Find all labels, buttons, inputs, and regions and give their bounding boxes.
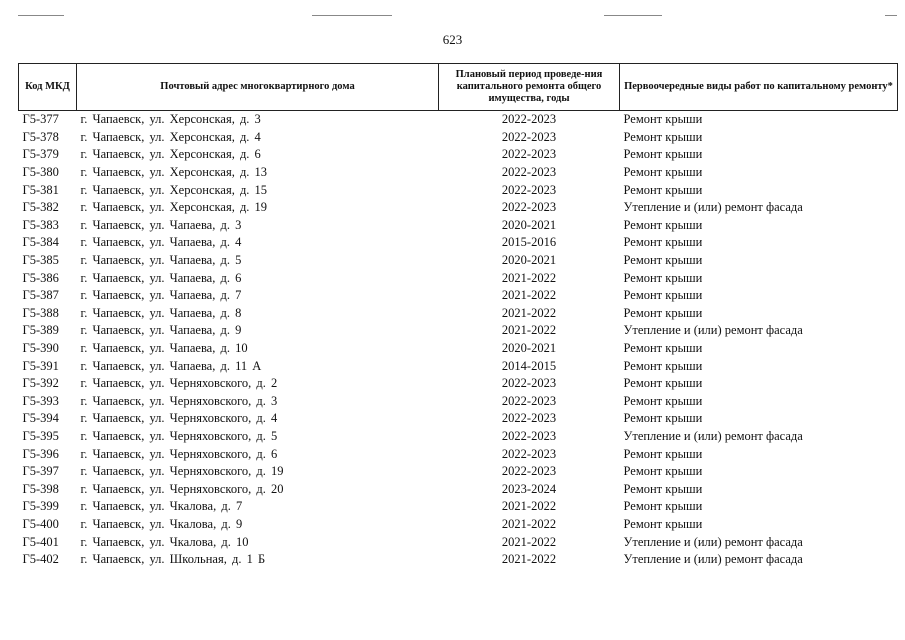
cell-period: 2020-2021 [501,217,557,232]
cell-period: 2020-2021 [501,341,557,356]
cell-address: г. Чапаевск, ул. Черняховского, д. 4 [80,411,278,426]
table-row [19,146,898,164]
cell-works: Ремонт крыши [623,516,703,531]
cell-period: 2022-2023 [501,200,557,215]
cell-code: Г5-397 [22,464,59,479]
table-row [19,269,898,287]
cell-period: 2022-2023 [501,147,557,162]
table-row [19,199,898,217]
cell-address: г. Чапаевск, ул. Чапаева, д. 3 [80,217,242,232]
cell-code: Г5-396 [22,446,59,461]
cell-code: Г5-392 [22,376,59,391]
cell-address: г. Чапаевск, ул. Чкалова, д. 10 [80,534,249,549]
cell-period: 2022-2023 [501,165,557,180]
header-rule-center-left [312,15,392,16]
cell-period: 2014-2015 [501,358,557,373]
cell-code: Г5-399 [22,499,59,514]
cell-works: Ремонт крыши [623,376,703,391]
table-row [19,322,898,340]
cell-period: 2022-2023 [501,446,557,461]
capital-repair-table [18,63,898,568]
table-row [19,533,898,551]
cell-address: г. Чапаевск, ул. Херсонская, д. 15 [80,182,268,197]
table-row [19,111,898,129]
cell-address: г. Чапаевск, ул. Черняховского, д. 6 [80,446,278,461]
cell-works: Ремонт крыши [623,446,703,461]
header-rule-right [885,15,897,16]
cell-works: Утепление и (или) ремонт фасада [623,552,803,567]
table-row [19,428,898,446]
table-row [19,234,898,252]
table-row [19,393,898,411]
cell-works: Ремонт крыши [623,393,703,408]
cell-address: г. Чапаевск, ул. Черняховского, д. 20 [80,481,284,496]
header-rule-center-right [604,15,662,16]
cell-code: Г5-387 [22,288,59,303]
cell-address: г. Чапаевск, ул. Чкалова, д. 7 [80,499,243,514]
cell-address: г. Чапаевск, ул. Чапаева, д. 11 А [80,358,262,373]
cell-address: г. Чапаевск, ул. Школьная, д. 1 Б [80,552,266,567]
cell-address: г. Чапаевск, ул. Чкалова, д. 9 [80,516,243,531]
cell-code: Г5-395 [22,428,59,443]
cell-period: 2022-2023 [501,464,557,479]
cell-address: г. Чапаевск, ул. Херсонская, д. 13 [80,165,268,180]
cell-address: г. Чапаевск, ул. Чапаева, д. 9 [80,323,242,338]
cell-works: Ремонт крыши [623,165,703,180]
cell-code: Г5-379 [22,147,59,162]
cell-period: 2021-2022 [501,516,557,531]
table-row [19,181,898,199]
table-row [19,445,898,463]
page-number: 623 [442,32,463,47]
cell-works: Ремонт крыши [623,235,703,250]
cell-address: г. Чапаевск, ул. Херсонская, д. 4 [80,129,261,144]
cell-address: г. Чапаевск, ул. Чапаева, д. 6 [80,270,242,285]
cell-code: Г5-385 [22,253,59,268]
cell-works: Ремонт крыши [623,499,703,514]
cell-address: г. Чапаевск, ул. Чапаева, д. 7 [80,288,242,303]
cell-period: 2015-2016 [501,235,557,250]
header-period: Плановый период проведе-ния капитального ремонта общего имущества, годы [439,64,620,111]
cell-code: Г5-386 [22,270,59,285]
cell-address: г. Чапаевск, ул. Херсонская, д. 19 [80,200,268,215]
cell-code: Г5-394 [22,411,59,426]
header-works: Первоочередные виды работ по капитальному ремонту* [620,64,898,111]
cell-code: Г5-390 [22,341,59,356]
cell-period: 2022-2023 [501,112,557,127]
table-row [19,129,898,147]
cell-works: Ремонт крыши [623,358,703,373]
cell-code: Г5-380 [22,165,59,180]
table-row [19,551,898,569]
cell-works: Ремонт крыши [623,481,703,496]
table-row [19,357,898,375]
cell-works: Ремонт крыши [623,147,703,162]
cell-period: 2021-2022 [501,499,557,514]
table-row [19,287,898,305]
cell-address: г. Чапаевск, ул. Херсонская, д. 6 [80,147,261,162]
cell-works: Утепление и (или) ремонт фасада [623,200,803,215]
cell-works: Утепление и (или) ремонт фасада [623,534,803,549]
cell-works: Ремонт крыши [623,253,703,268]
table-row [19,252,898,270]
cell-address: г. Чапаевск, ул. Черняховского, д. 3 [80,393,278,408]
table-row [19,340,898,358]
cell-code: Г5-378 [22,129,59,144]
table-row [19,480,898,498]
header-rule-left [18,15,64,16]
header-address: Почтовый адрес многоквартирного дома [77,64,439,111]
table-row [19,516,898,534]
table-body [19,111,898,569]
cell-works: Ремонт крыши [623,411,703,426]
cell-address: г. Чапаевск, ул. Черняховского, д. 5 [80,428,278,443]
cell-works: Ремонт крыши [623,182,703,197]
table-row [19,375,898,393]
cell-works: Ремонт крыши [623,288,703,303]
cell-works: Ремонт крыши [623,464,703,479]
cell-code: Г5-384 [22,235,59,250]
cell-code: Г5-400 [22,516,59,531]
cell-works: Ремонт крыши [623,112,703,127]
table-row [19,305,898,323]
cell-period: 2022-2023 [501,393,557,408]
cell-address: г. Чапаевск, ул. Чапаева, д. 8 [80,305,242,320]
cell-works: Ремонт крыши [623,341,703,356]
cell-works: Ремонт крыши [623,305,703,320]
cell-works: Утепление и (или) ремонт фасада [623,428,803,443]
cell-code: Г5-401 [22,534,59,549]
cell-code: Г5-393 [22,393,59,408]
cell-address: г. Чапаевск, ул. Чапаева, д. 4 [80,235,242,250]
cell-works: Ремонт крыши [623,129,703,144]
cell-period: 2020-2021 [501,253,557,268]
cell-period: 2021-2022 [501,270,557,285]
table-row [19,410,898,428]
cell-period: 2022-2023 [501,411,557,426]
cell-code: Г5-398 [22,481,59,496]
table-header-row [19,64,898,111]
cell-period: 2021-2022 [501,552,557,567]
cell-address: г. Чапаевск, ул. Херсонская, д. 3 [80,112,261,127]
header-code: Код МКД [19,64,77,111]
cell-period: 2021-2022 [501,534,557,549]
cell-period: 2022-2023 [501,428,557,443]
cell-period: 2021-2022 [501,323,557,338]
cell-works: Ремонт крыши [623,270,703,285]
cell-period: 2023-2024 [501,481,557,496]
cell-code: Г5-377 [22,112,59,127]
table-row [19,498,898,516]
table-row [19,164,898,182]
cell-period: 2021-2022 [501,288,557,303]
cell-works: Ремонт крыши [623,217,703,232]
cell-address: г. Чапаевск, ул. Чапаева, д. 5 [80,253,242,268]
table-row [19,463,898,481]
cell-period: 2022-2023 [501,129,557,144]
cell-address: г. Чапаевск, ул. Черняховского, д. 2 [80,376,278,391]
cell-code: Г5-389 [22,323,59,338]
cell-code: Г5-391 [22,358,59,373]
cell-period: 2022-2023 [501,182,557,197]
cell-code: Г5-388 [22,305,59,320]
cell-code: Г5-381 [22,182,59,197]
cell-works: Утепление и (или) ремонт фасада [623,323,803,338]
cell-period: 2021-2022 [501,305,557,320]
cell-code: Г5-382 [22,200,59,215]
table-row [19,217,898,235]
cell-address: г. Чапаевск, ул. Чапаева, д. 10 [80,341,248,356]
cell-code: Г5-402 [22,552,59,567]
cell-code: Г5-383 [22,217,59,232]
cell-period: 2022-2023 [501,376,557,391]
cell-address: г. Чапаевск, ул. Черняховского, д. 19 [80,464,284,479]
